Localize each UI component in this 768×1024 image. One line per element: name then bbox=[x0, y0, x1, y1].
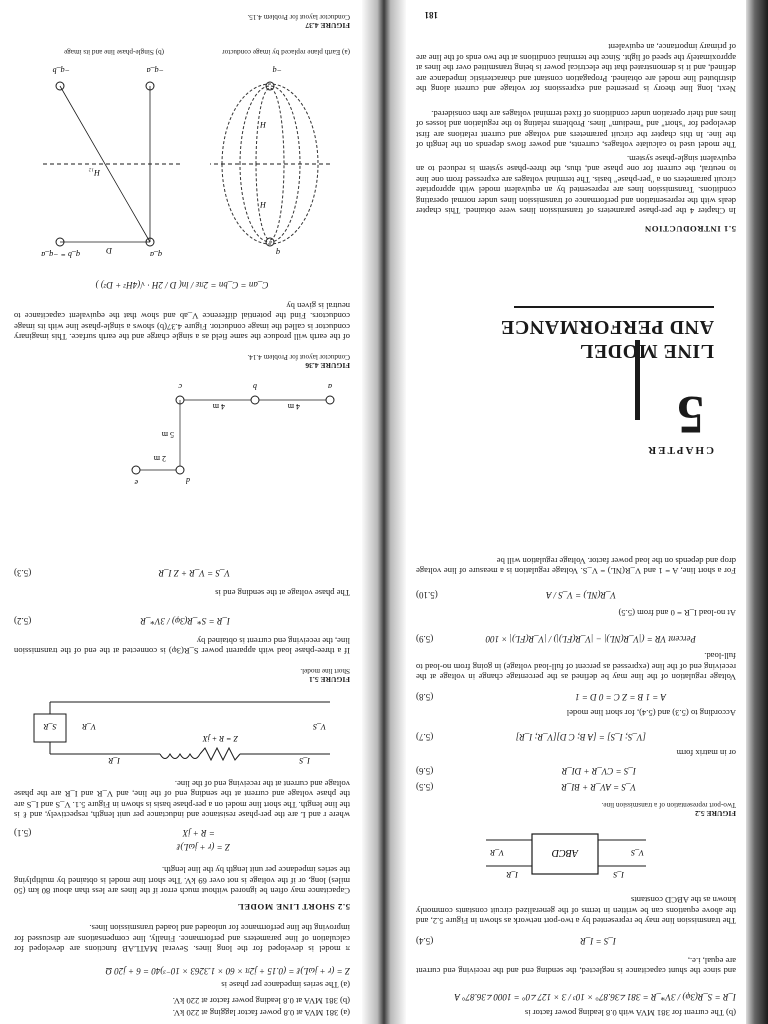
impedance-intro: (a) The series impedance per phase is bbox=[221, 980, 350, 990]
figure-5-2-label: FIGURE 5.2 bbox=[695, 809, 736, 818]
problem-4-15-text: of the earth will produce the same field as a single charge and the earth surface. This imaginary conductor is called the image conductor. Figure 4.37(b) shows a single-phase line with its image conductors. Find the potential difference V_ab and show that the equivalent capacitance to neutral is given by bbox=[14, 300, 350, 342]
equation-5-9-number: (5.9) bbox=[416, 634, 434, 644]
label-minus-q: −q bbox=[272, 66, 282, 75]
equation-5-2-body: I_R = S*_R(3φ) / 3V*_R bbox=[140, 616, 230, 626]
ir-label: I_R bbox=[108, 756, 120, 765]
subcaption-a: (a) Earth plane replaced by image conductor bbox=[222, 48, 350, 56]
load-paragraph: If a three-phase load with apparent power S_R(3φ) is connected at the end of the transmission line, the receiving end current is obtained by bbox=[14, 635, 350, 656]
intro-paragraph-1: In Chapter 4 the per-phase parameters of transmission lines were obtained. This chapter deals with the representation and performance of transmission lines under normal operating conditions. Transmission lines are represented by an equivalent model with appropriate circuit parameters on a "per-phase" basis. The terminal voltages are expressed from one line to neutral, the current for one phase and, thus, the three-phase system is reduced to an equivalent single-phase system. bbox=[416, 153, 736, 216]
equation-5-4 bbox=[416, 936, 736, 946]
equation-5-8 bbox=[416, 692, 736, 702]
impedance-equation-text: Z = (r + jωL)ℓ = (0.15 + j2π × 60 × 1.3263 × 10⁻³)40 = 6 + j20 Ω bbox=[105, 966, 350, 976]
figure-4-36-caption bbox=[14, 353, 350, 370]
equation-5-2 bbox=[14, 616, 350, 626]
title-rule bbox=[514, 307, 714, 309]
no-load-text: At no-load I_R = 0 and from (5.5) bbox=[618, 608, 736, 618]
vs-label: V_S bbox=[313, 722, 326, 731]
chapter-title-line-1: LINE MODEL bbox=[579, 340, 714, 362]
equation-5-5 bbox=[416, 782, 736, 792]
page-two-port bbox=[408, 512, 744, 1024]
chapter-number: 5 bbox=[677, 385, 704, 445]
short-line-paragraph: Capacitance may often be ignored without much error if the lines are less than about 80 km (50 miles) long, or if the voltage is not over 69 kV. The short line model is obtained by multiplying the series impedance per unit length by the line length. bbox=[14, 865, 350, 896]
conductor-a bbox=[326, 396, 334, 404]
label-d: D bbox=[106, 246, 112, 255]
conductor-b bbox=[251, 396, 259, 404]
figure-4-37 bbox=[14, 62, 350, 262]
label-qb: q_b = −q_a bbox=[41, 250, 80, 259]
section-5-1-heading: 5.1 INTRODUCTION bbox=[644, 224, 736, 234]
dimension-5m: 5 m bbox=[161, 430, 174, 439]
image-conductor-diagram bbox=[14, 62, 350, 262]
book-gutter bbox=[362, 512, 406, 1024]
intro-paragraph-2: The model used to calculate voltages, currents, and power flows depends on the length of the line. In this chapter the circuit parameters and voltage and current relations are first developed for "short" and "medium" lines. Problems relating to the regulation and losses of lines and their operation under conditions of fixed terminal voltages are then considered. bbox=[416, 108, 736, 150]
label-minus-qb: −q_b bbox=[52, 66, 70, 75]
label-h-upper: H bbox=[260, 200, 266, 209]
equation-5-2-number: (5.2) bbox=[14, 616, 32, 626]
figure-4-37-label: FIGURE 4.37 bbox=[305, 21, 350, 30]
equation-5-7 bbox=[416, 732, 736, 742]
equation-5-9 bbox=[416, 634, 736, 644]
equation-5-10-body: V_R(NL) = V_S / A bbox=[546, 590, 616, 600]
equation-5-3-number: (5.3) bbox=[14, 568, 32, 578]
dimension-4m-ab: 4 m bbox=[287, 402, 300, 411]
figure-5-2-caption-text: Two-port representation of a transmission line. bbox=[601, 801, 736, 809]
where-paragraph: where r and L are the per-phase resistance and inductance per unit length, respectively, and ℓ is the line length. The short line model on a per-phase basis is shown in Figure 5.1. V_S and I_S are the phase voltage and current at the sending end of the line, and V_R and I_R are the phase voltage and current at the receiving end of the line. bbox=[14, 778, 350, 820]
is-label: I_S bbox=[613, 870, 624, 879]
sr-label: S_R bbox=[43, 722, 57, 731]
vr-label: V_R bbox=[82, 722, 96, 731]
page-short-line bbox=[6, 512, 358, 1024]
capacitance-equation bbox=[14, 280, 350, 290]
equation-5-5-body: V_S = AV_R + BI_R bbox=[561, 782, 636, 792]
problem-part-b: (b) 381 MVA at 0.8 leading power factor at 220 kV. bbox=[172, 996, 350, 1006]
inductor-symbol bbox=[160, 754, 200, 759]
single-phase-line-and-image bbox=[40, 66, 180, 259]
equation-5-8-number: (5.8) bbox=[416, 692, 434, 702]
abcd-label: ABCD bbox=[551, 847, 579, 858]
equation-5-8-body: A = 1 B = Z C = 0 D = 1 bbox=[575, 692, 666, 702]
figure-4-37-caption bbox=[14, 13, 350, 30]
section-5-2-heading: 5.2 SHORT LINE MODEL bbox=[237, 902, 350, 912]
earth-plane-field-lines bbox=[210, 66, 330, 257]
matrix-form-text: or in matrix form bbox=[676, 748, 736, 758]
equation-5-10 bbox=[416, 590, 736, 600]
label-a: a bbox=[328, 382, 332, 391]
figure-4-36-label: FIGURE 4.36 bbox=[305, 361, 350, 370]
equation-5-1b-body: = R + jX bbox=[182, 828, 215, 838]
capacitance-equation-text: C_an = C_bn = 2πε / ln( D / 2H · √(4H² + D²) ) bbox=[95, 280, 269, 290]
label-e: e bbox=[134, 478, 138, 487]
label-h-lower: H bbox=[260, 120, 266, 129]
book-gutter bbox=[362, 0, 406, 512]
dimension-2m: 2 m bbox=[153, 454, 166, 463]
current-equation-text: I_R = S_R(3φ) / 3V*_R = 381∠36.87° × 10³ / 3 × 127∠0° = 1000∠36.87° A bbox=[454, 992, 736, 1002]
short-line-circuit-diagram bbox=[14, 688, 350, 768]
intro-paragraph-3: Next, long line theory is presented and expressions for voltage and current along the distributed line model are obtained. Propagation constant and characteristic impedance are defined, and it is demonstrated that the electrical power is being transmitted over the lines at approximately the speed of light. Since the terminal conditions at the two ends of the line are of primary importance, an equivalent bbox=[416, 42, 736, 94]
equation-5-3-body: V_S = V_R + Z I_R bbox=[158, 568, 230, 578]
equation-5-6 bbox=[416, 766, 736, 776]
equation-5-7-body: [V_S; I_S] = [A B; C D][V_R; I_R] bbox=[515, 732, 646, 742]
figure-5-1-caption-text: Short line model. bbox=[300, 667, 350, 675]
figure-5-1-label: FIGURE 5.1 bbox=[309, 675, 350, 684]
chapter-title-line-2: AND PERFORMANCE bbox=[500, 316, 714, 338]
figure-4-36-caption-text: Conductor layout for Problem 4.14. bbox=[247, 353, 350, 361]
page-number: 181 bbox=[424, 10, 438, 20]
z-label: Z = R + jX bbox=[202, 734, 238, 743]
equation-5-10-number: (5.10) bbox=[416, 590, 438, 600]
label-q: q bbox=[276, 248, 280, 257]
equation-5-5-number: (5.5) bbox=[416, 782, 434, 792]
voltage-regulation-paragraph: Voltage regulation of the line may be defined as the percentage change in voltage at the receiving end of the line (expressed as percent of full-load voltage) in going from no-load to full-load. bbox=[416, 651, 736, 682]
chapter-label: CHAPTER bbox=[646, 444, 714, 456]
subcaption-b: (b) Single-phase line and its image bbox=[63, 48, 164, 56]
figure-5-1-caption bbox=[14, 667, 350, 684]
conductor-e bbox=[132, 466, 140, 474]
impedance-equation bbox=[14, 965, 350, 976]
conductor-d bbox=[176, 466, 184, 474]
conductor-layout-4-36 bbox=[14, 376, 350, 496]
shunt-paragraph: and since the shunt capacitance is neglected, the sending end and the receiving end current are equal, i.e., bbox=[416, 955, 736, 976]
figure-4-37-subcaptions bbox=[14, 48, 350, 56]
equation-5-6-number: (5.6) bbox=[416, 766, 434, 776]
equation-5-1-number: (5.1) bbox=[14, 828, 32, 838]
page-chapter-opener bbox=[408, 0, 744, 512]
equation-5-4-number: (5.4) bbox=[416, 936, 434, 946]
vs-label: V_S bbox=[631, 848, 644, 857]
figure-4-36 bbox=[14, 376, 350, 496]
label-b: b bbox=[253, 382, 257, 391]
pi-model-paragraph: π model is developed for the long lines. Several MATLAB functions are developed for calculation of line parameters and performance. Finally, line compensations are discussed for improving the line performance for unloaded and loaded transmission lines. bbox=[14, 923, 350, 954]
equation-5-9-body: Percent VR = (|V_R(NL)| − |V_R(FL)|) / |V_R(FL)| × 100 bbox=[485, 634, 696, 644]
page-edge-shadow bbox=[746, 0, 768, 512]
short-line-regulation-paragraph: For a short line, A = 1 and V_R(NL) = V_S. Voltage regulation is a measure of line voltage drop and depends on the load power factor. Voltage regulation will be bbox=[416, 555, 736, 576]
phase-voltage-text: The phase voltage at the sending end is bbox=[215, 588, 350, 598]
two-port-paragraph: The transmission line may be represented by a two-port network as shown in Figure 5.2, and the above equations can be written in terms of the generalized circuit constants commonly known as the ABCD constants bbox=[416, 895, 736, 926]
is-label: I_S bbox=[299, 756, 310, 765]
label-h12: H₁₂ bbox=[88, 168, 100, 177]
equation-5-1a-body: Z = (r + jωL)ℓ bbox=[176, 842, 230, 852]
equation-5-1a bbox=[14, 842, 350, 852]
equation-5-7-number: (5.7) bbox=[416, 732, 434, 742]
label-qa: q_a bbox=[150, 250, 162, 259]
figure-5-1 bbox=[14, 688, 350, 768]
equation-5-6-body: I_S = CV_R + DI_R bbox=[561, 766, 636, 776]
ir-label: I_R bbox=[506, 870, 518, 879]
equation-5-1b bbox=[14, 828, 350, 838]
figure-5-2-caption bbox=[416, 801, 736, 818]
label-c: c bbox=[178, 382, 182, 391]
current-equation bbox=[416, 991, 736, 1002]
two-port-network-diagram bbox=[416, 820, 736, 884]
according-text: According to (5.3) and (5.4), for short line model bbox=[566, 708, 736, 718]
label-minus-qa: −q_a bbox=[146, 66, 164, 75]
equation-5-3 bbox=[14, 568, 350, 578]
vr-label: V_R bbox=[490, 848, 504, 857]
page-problems bbox=[6, 0, 358, 512]
upper-spread bbox=[0, 512, 768, 1024]
figure-5-2 bbox=[416, 820, 736, 884]
current-intro-line: (b) The current for 381 MVA with 0.8 leading power factor is bbox=[524, 1008, 736, 1018]
figure-4-37-caption-text: Conductor layout for Problem 4.15. bbox=[247, 13, 350, 21]
resistor-symbol bbox=[200, 748, 240, 760]
dimension-4m-bc: 4 m bbox=[212, 402, 225, 411]
equation-5-4-body: I_S = I_R bbox=[580, 936, 616, 946]
problem-part-a: (a) 381 MVA at 0.8 power factor lagging at 220 kV. bbox=[172, 1008, 350, 1018]
page-edge-shadow bbox=[746, 512, 768, 1024]
label-d: d bbox=[186, 476, 190, 485]
